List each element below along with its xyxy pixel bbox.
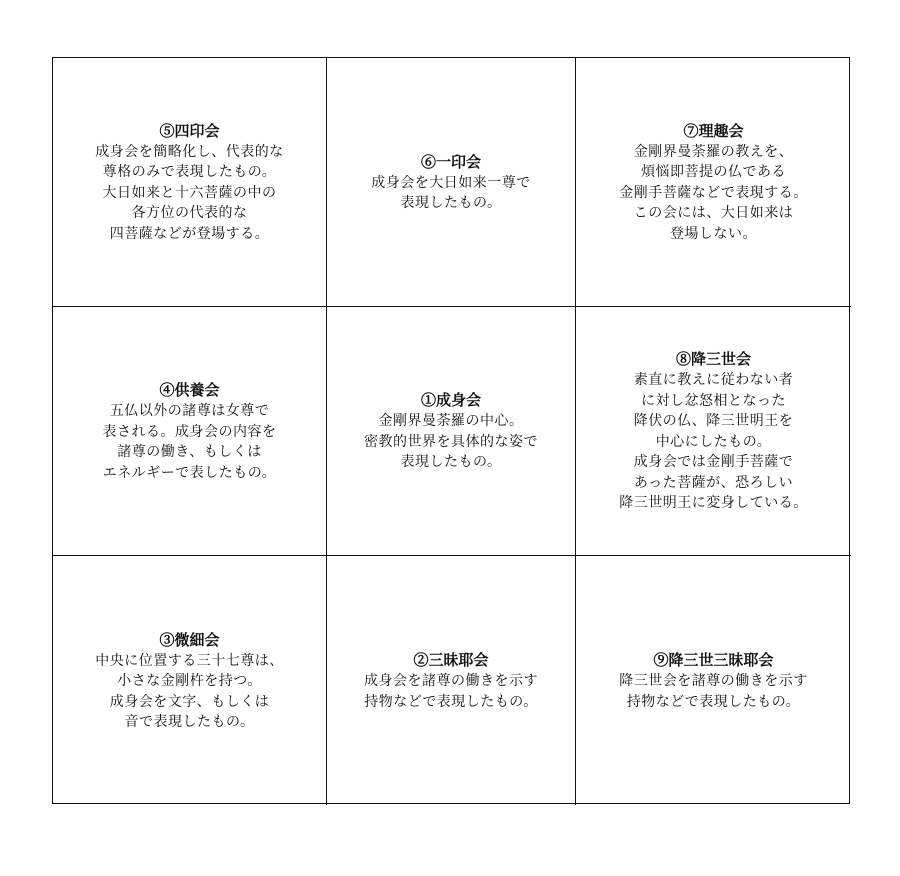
- cell-text-line: 尊格のみで表現したもの。: [102, 164, 277, 181]
- cell-kuyo-e: [53, 307, 327, 556]
- cell-text-line: 金剛界曼荼羅の教えを、: [633, 143, 794, 160]
- cell-text-line: 成身会を大日如来一尊で: [371, 174, 531, 191]
- cell-text-line: 降三世明王に変身している。: [619, 495, 808, 512]
- cell-text-line: 各方位の代表的な: [131, 205, 248, 222]
- cell-text-line: 大日如来と十六菩薩の中の: [102, 184, 277, 201]
- cell-text-line: 持物などで表現したもの。: [626, 693, 801, 710]
- cell-title: ①成身会: [420, 391, 481, 410]
- cell-sanmaya-e: [327, 556, 576, 805]
- cell-text-line: 成身会では金剛手菩薩で: [633, 454, 794, 471]
- cell-title: ⑥一印会: [420, 152, 481, 171]
- cell-title: ②三昧耶会: [413, 651, 489, 669]
- cell-text-line: 煩悩即菩提の仏である: [641, 164, 786, 181]
- cell-text-line: この会には、大日如来は: [633, 205, 794, 222]
- cell-text-line: 諸尊の働き、もしくは: [117, 444, 262, 460]
- mandala-grid: [52, 57, 850, 804]
- cell-rishu-e: [576, 58, 851, 307]
- cell-text-line: 降三世会を諸尊の働きを示す: [619, 673, 808, 689]
- cell-text-line: 表現したもの。: [400, 454, 502, 471]
- cell-text-line: 小さな金剛杵を持つ。: [117, 673, 262, 689]
- cell-text-line: 中心にしたもの。: [655, 433, 772, 450]
- cell-shiin-e: [53, 58, 327, 307]
- cell-text-line: 成身会を諸尊の働きを示す: [364, 673, 538, 689]
- cell-ichiin-e: [327, 58, 576, 307]
- cell-joshin-e: [327, 307, 576, 556]
- cell-text-line: 成身会を簡略化し、代表的な: [95, 143, 284, 160]
- cell-title: ⑤四印会: [159, 121, 220, 140]
- cell-text-line: 中央に位置する三十七尊は、: [95, 652, 284, 669]
- cell-text-line: 降伏の仏、降三世明王を: [633, 413, 794, 430]
- cell-text-line: 密教的世界を具体的な姿で: [364, 433, 538, 450]
- cell-title: ③微細会: [159, 630, 220, 649]
- cell-text-line: 登場しない。: [670, 225, 757, 242]
- cell-text-line: 五仏以外の諸尊は女尊で: [109, 403, 270, 419]
- cell-gozanze-sanmaya-e: [576, 556, 851, 805]
- cell-text-line: 音で表現したもの。: [124, 714, 255, 730]
- cell-text-line: 金剛界曼荼羅の中心。: [378, 413, 524, 430]
- cell-title: ④供養会: [159, 381, 220, 399]
- cell-text-line: エネルギーで表したもの。: [102, 464, 277, 481]
- cell-gozanze-e: [576, 307, 851, 556]
- cell-text-line: 四菩薩などが登場する。: [109, 225, 270, 242]
- cell-text-line: 素直に教えに従わない者: [633, 372, 794, 389]
- cell-text-line: 持物などで表現したもの。: [364, 693, 538, 710]
- cell-text-line: 成身会を文字、もしくは: [109, 693, 270, 710]
- cell-text-line: 表現したもの。: [400, 195, 502, 211]
- cell-text-line: 表される。成身会の内容を: [102, 423, 277, 440]
- cell-title: ⑦理趣会: [683, 121, 744, 140]
- cell-text-line: に対し忿怒相となった: [641, 392, 786, 409]
- cell-text-line: あった菩薩が、恐ろしい: [633, 474, 794, 491]
- cell-title: ⑨降三世三昧耶会: [653, 651, 774, 669]
- cell-title: ⑧降三世会: [675, 350, 751, 369]
- cell-misai-e: [53, 556, 327, 805]
- cell-text-line: 金剛手菩薩などで表現する。: [619, 184, 808, 201]
